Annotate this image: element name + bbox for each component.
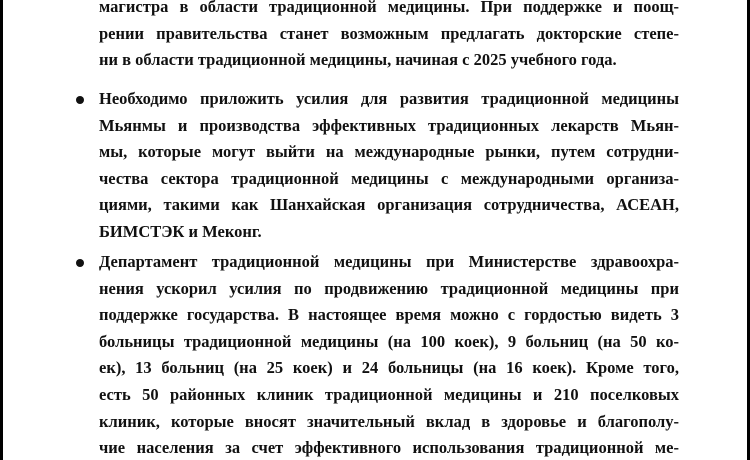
text-line: клиник, которые вносят значительный вклад в здоровье и благополу-	[99, 411, 679, 431]
bullet-icon	[76, 96, 84, 104]
text-line: ек), 13 больниц (на 25 коек) и 24 больницы (на 16 коек). Кроме того,	[99, 358, 679, 378]
bullet-icon	[76, 259, 84, 267]
text-line: мы, которые могут выйти на международные рынки, путем сотрудни-	[99, 142, 679, 162]
text-line: чества сектора традиционной медицины с международными организа-	[99, 168, 679, 188]
text-line: чие населения за счет эффективного использования традиционной ме-	[99, 438, 679, 458]
text-line: рении правительства станет возможным предлагать докторские степе-	[99, 23, 679, 43]
text-line: Департамент традиционной медицины при Министерстве здравоохра-	[99, 252, 679, 271]
text-line: больницы традиционной медицины (на 100 коек), 9 больниц (на 50 ко-	[99, 331, 679, 351]
text-line: магистра в области традиционной медицины. При поддержке и поощ-	[99, 0, 679, 16]
bullet-paragraph-hospitals	[99, 249, 679, 460]
page-border-left	[0, 0, 3, 460]
text-line: поддержке государства. В настоящее время можно с гордостью видеть 3	[99, 305, 679, 325]
text-line: циями, такими как Шанхайская организация сотрудничества, АСЕАН,	[99, 195, 679, 215]
bullet-paragraph-international-cooperation	[99, 86, 679, 246]
text-line: Необходимо приложить усилия для развития традиционной медицины	[99, 89, 679, 108]
paragraph-continuation	[99, 0, 679, 74]
text-line: нения ускорил усилия по продвижению традиционной медицины при	[99, 278, 679, 298]
text-line: БИМСТЭК и Меконг.	[99, 221, 262, 241]
text-line: Мьянмы и производства эффективных традиционных лекарств Мьян-	[99, 115, 679, 135]
text-line: ни в области традиционной медицины, начиная с 2025 учебного года.	[99, 50, 617, 70]
text-line: есть 50 районных клиник традиционной медицины и 210 поселковых	[99, 384, 679, 404]
